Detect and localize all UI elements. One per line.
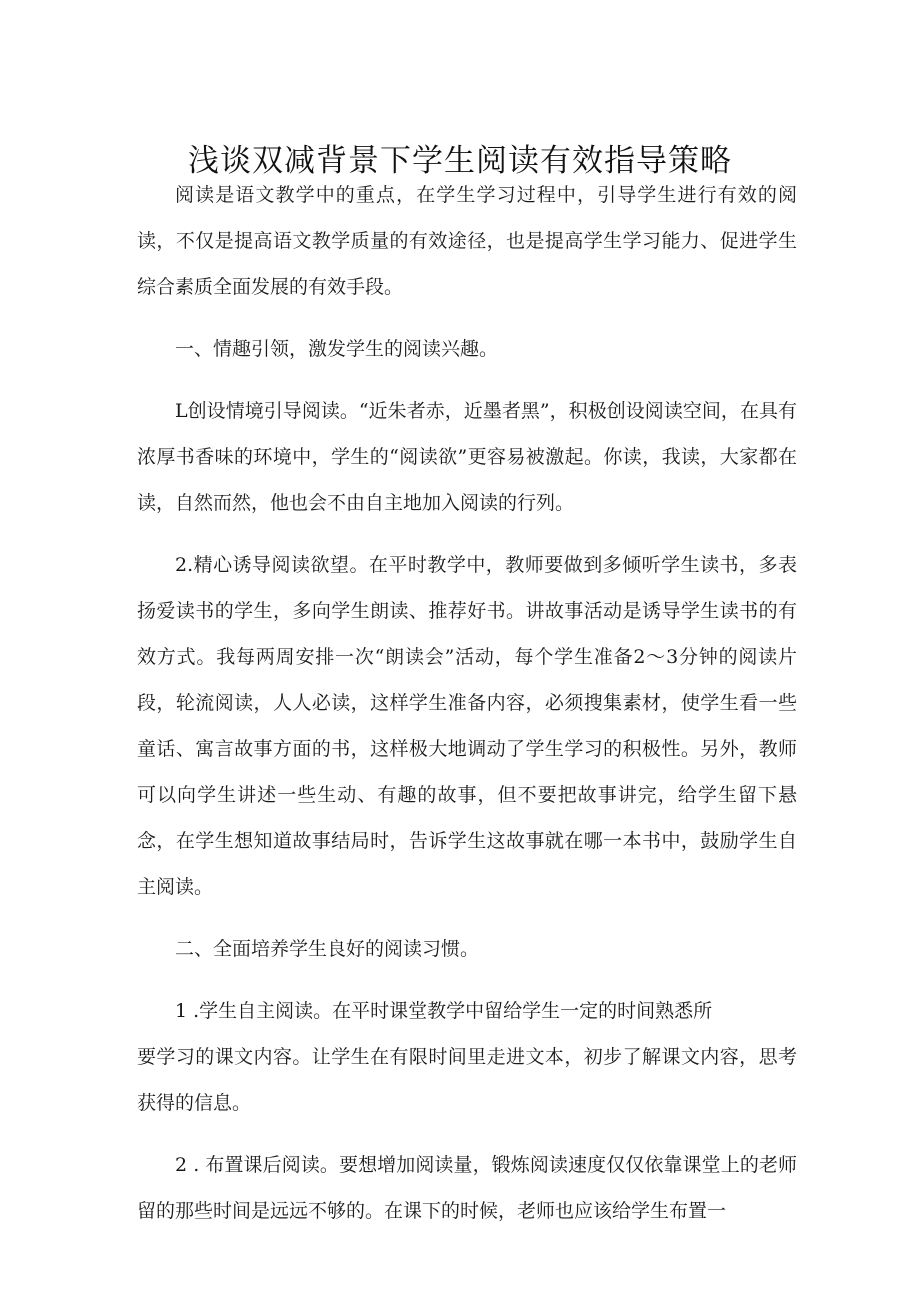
paragraph-2-1-start: 1 .学生自主阅读。在平时课堂教学中留给学生一定的时间熟悉所 <box>175 1000 713 1022</box>
paragraph-1-1: L创设情境引导阅读。“近朱者赤，近墨者黑”，积极创设阅读空间，在具有浓厚书香味的环境中，学生的“阅读欲”更容易被激起。你读，我读，大家都在读，自然而然，他也会不由自主地加入阅读的行列。 <box>137 400 797 514</box>
document-title: 浅谈双减背景下学生阅读有效指导策略 <box>188 142 732 179</box>
document-body <box>137 172 797 1250</box>
heading-section-2: 二、全面培养学生良好的阅读习惯。 <box>175 938 480 960</box>
heading-section-1: 一、情趣引领，激发学生的阅读兴趣。 <box>175 338 499 360</box>
paragraph-1-2: 2.精心诱导阅读欲望。在平时教学中，教师要做到多倾听学生读书，多表扬爱读书的学生，多向学生朗读、推荐好书。讲故事活动是诱导学生读书的有效方式。我每两周安排一次“朗读会”活动，每个学生准备2～3分钟的阅读片段，轮流阅读，人人必读，这样学生准备内容，必须搜集素材，使学生看一些童话、寓言故事方面的书，这样极大地调动了学生学习的积极性。另外，教师可以向学生讲述一些生动、有趣的故事，但不要把故事讲完，给学生留下悬念，在学生想知道故事结局时，告诉学生这故事就在哪一本书中，鼓励学生自主阅读。 <box>137 554 797 898</box>
paragraph-2-1-cont: 要学习的课文内容。让学生在有限时间里走进文本，初步了解课文内容，思考获得的信息。 <box>137 1046 797 1114</box>
paragraph-2-2: 2 . 布置课后阅读。要想增加阅读量，锻炼阅读速度仅仅依靠课堂上的老师留的那些时间是远远不够的。在课下的时候，老师也应该给学生布置一 <box>137 1154 797 1222</box>
paragraph-intro: 阅读是语文教学中的重点，在学生学习过程中，引导学生进行有效的阅读，不仅是提高语文教学质量的有效途径，也是提高学生学习能力、促进学生综合素质全面发展的有效手段。 <box>137 184 797 298</box>
